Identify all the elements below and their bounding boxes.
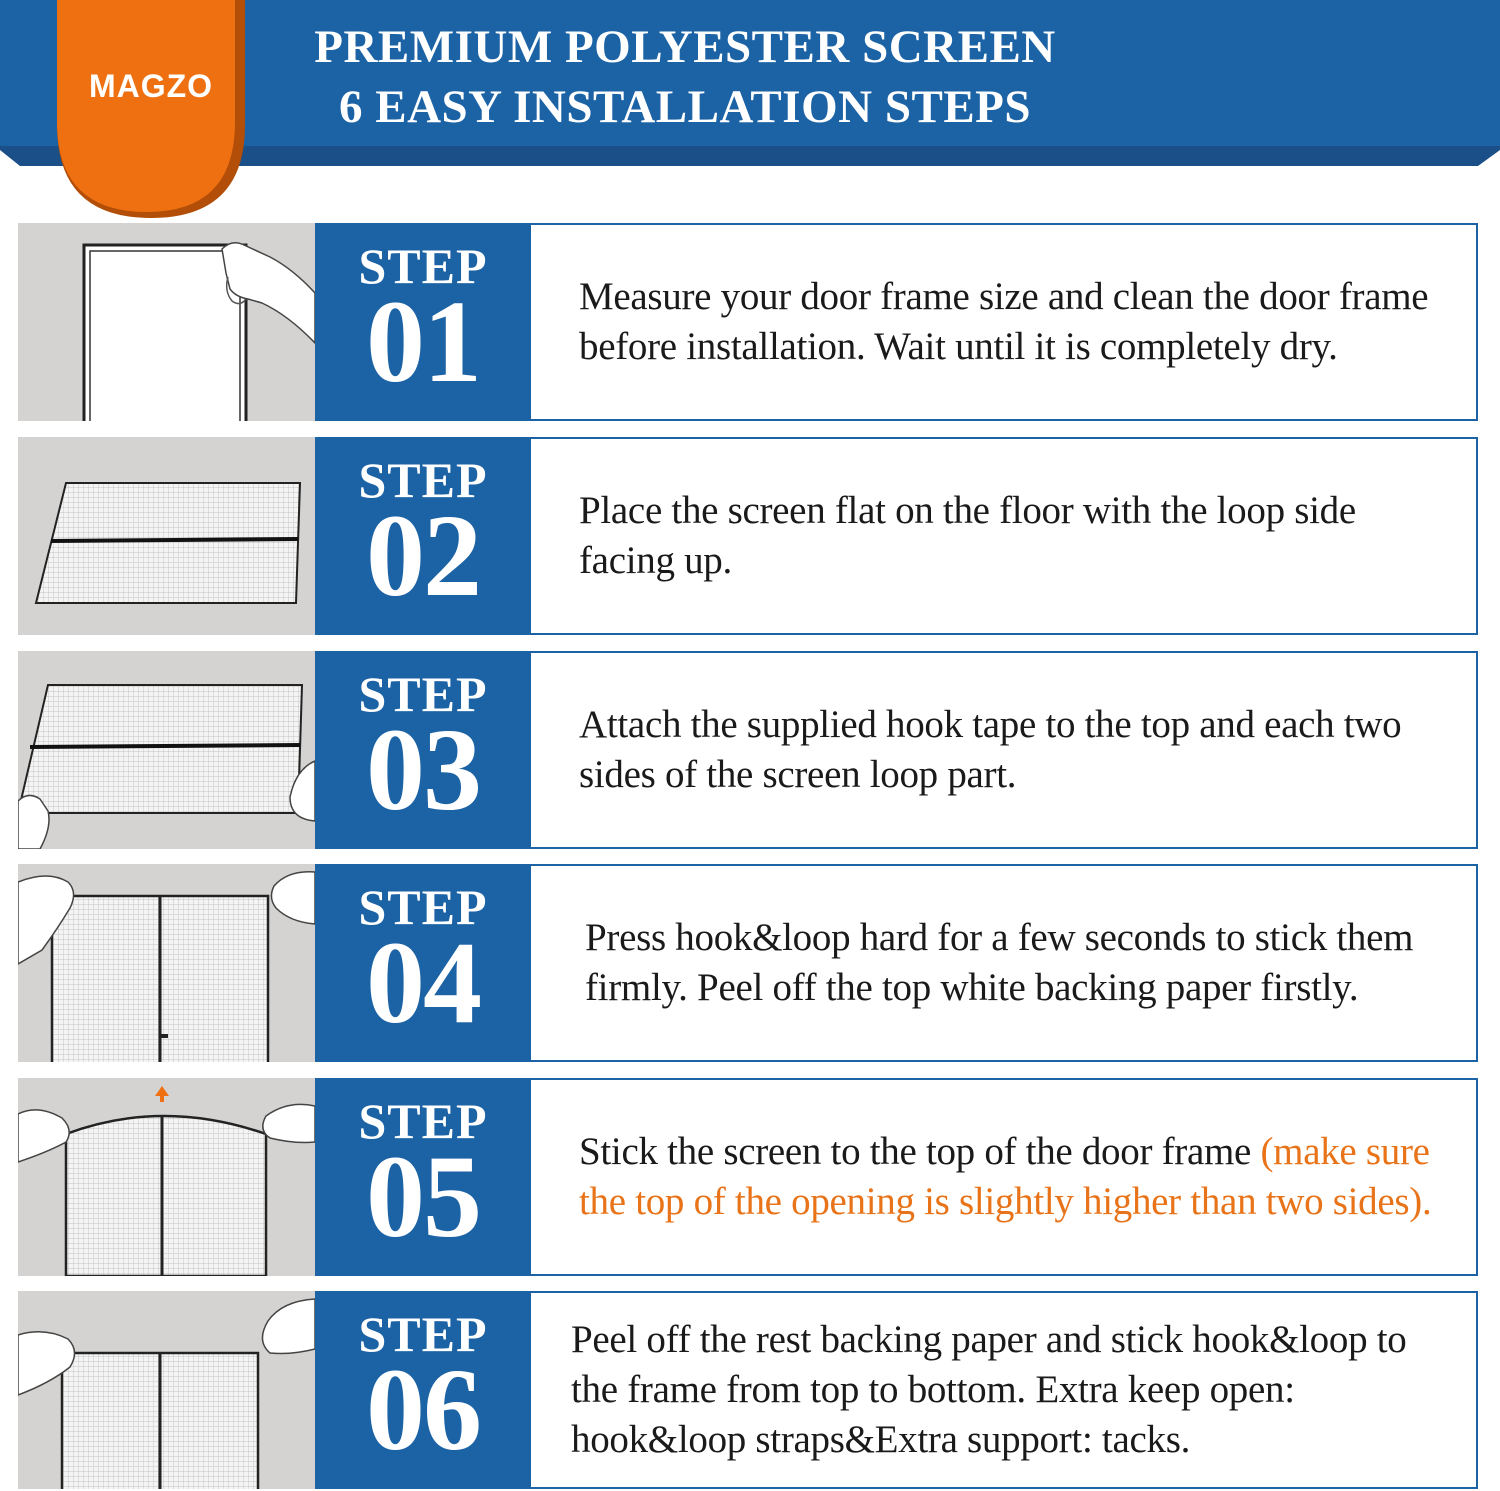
step-badge <box>315 651 531 849</box>
logo-shape <box>57 0 245 218</box>
step-description-main: Stick the screen to the top of the door frame <box>579 1130 1252 1173</box>
stick-screen-top-illustration <box>18 1078 315 1276</box>
step-description-box <box>529 864 1478 1062</box>
press-hook-loop-illustration <box>18 864 315 1062</box>
step-badge <box>315 223 531 421</box>
page-title: PREMIUM POLYESTER SCREEN <box>314 21 1056 73</box>
step-number: 05 <box>366 1131 480 1262</box>
logo-text: MAGZO <box>88 68 214 104</box>
page-subtitle: 6 EASY INSTALLATION STEPS <box>338 81 1032 133</box>
step-illustration <box>18 1291 315 1489</box>
step-05 <box>18 1078 1478 1276</box>
brand-logo <box>57 0 245 218</box>
step-description-box <box>529 651 1478 849</box>
step-label: STEP <box>358 238 488 294</box>
step-description-note: (make sure the top of the opening is slightly higher than two sides). <box>579 1130 1432 1223</box>
step-illustration <box>18 1078 315 1276</box>
step-number: 01 <box>366 276 480 407</box>
step-description-box <box>529 1078 1478 1276</box>
step-label: STEP <box>358 666 488 722</box>
step-description <box>579 1127 1446 1227</box>
step-label: STEP <box>358 879 488 935</box>
step-description-box <box>529 223 1478 421</box>
step-number: 04 <box>366 917 480 1048</box>
step-label: STEP <box>358 1306 488 1362</box>
step-badge <box>315 437 531 635</box>
step-description-box <box>529 437 1478 635</box>
step-description-box <box>529 1291 1478 1489</box>
step-06 <box>18 1291 1478 1489</box>
peel-rest-backing-illustration <box>18 1291 315 1489</box>
door-frame-cleaning-illustration <box>18 223 315 421</box>
step-02 <box>18 437 1478 635</box>
step-number: 06 <box>366 1344 480 1475</box>
step-description: Press hook&loop hard for a few seconds to stick them firmly. Peel off the top white backing paper firstly. <box>585 916 1414 1009</box>
step-illustration <box>18 651 315 849</box>
step-01 <box>18 223 1478 421</box>
screen-flat-on-floor-illustration <box>18 437 315 635</box>
step-illustration <box>18 864 315 1062</box>
step-label: STEP <box>358 1093 488 1149</box>
step-description: Place the screen flat on the floor with the loop side facing up. <box>579 489 1356 582</box>
step-badge <box>315 1078 531 1276</box>
step-description: Measure your door frame size and clean the door frame before installation. Wait until it is completely dry. <box>579 275 1429 368</box>
step-badge <box>315 864 531 1062</box>
step-04 <box>18 864 1478 1062</box>
step-description: Attach the supplied hook tape to the top and each two sides of the screen loop part. <box>579 703 1402 796</box>
step-number: 03 <box>366 704 480 835</box>
step-illustration <box>18 223 315 421</box>
step-illustration <box>18 437 315 635</box>
attach-hook-tape-illustration <box>18 651 315 849</box>
step-badge <box>315 1291 531 1489</box>
step-number: 02 <box>366 490 480 621</box>
step-description: Peel off the rest backing paper and stick hook&loop to the frame from top to bottom. Extra keep open: hook&loop straps&Extra support: tacks. <box>571 1318 1407 1461</box>
step-label: STEP <box>358 452 488 508</box>
step-03 <box>18 651 1478 849</box>
